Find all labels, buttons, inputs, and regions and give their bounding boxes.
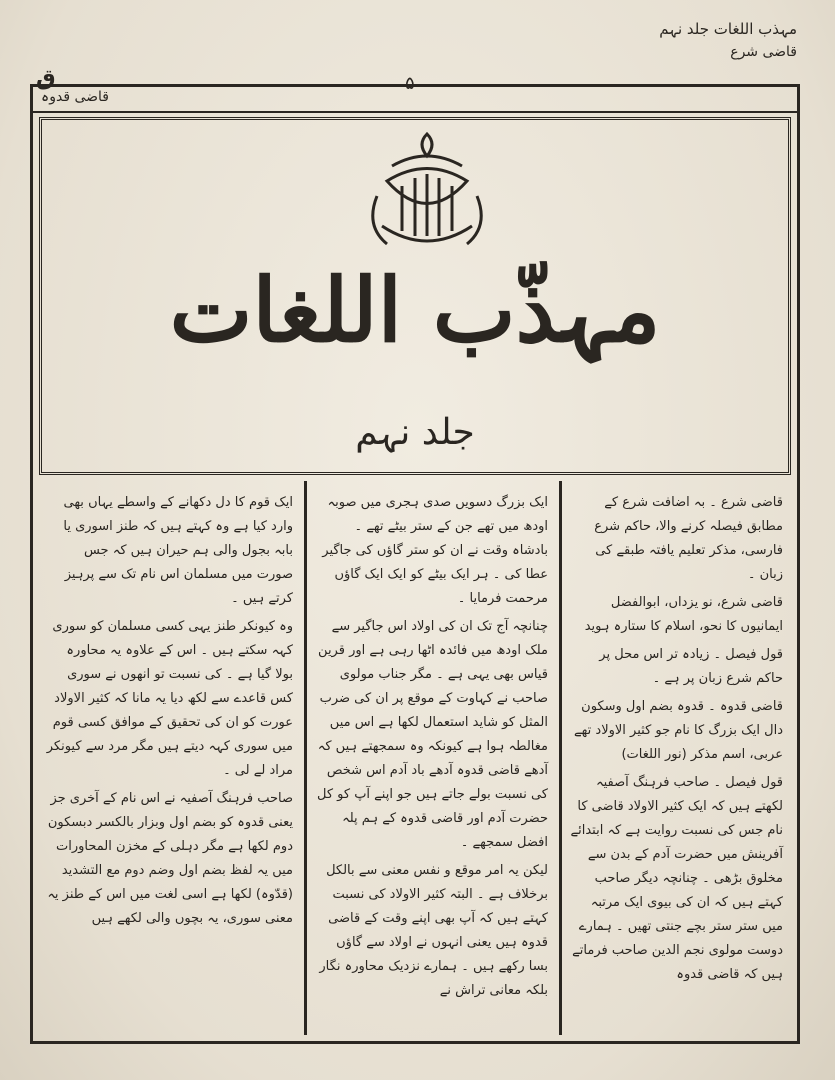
calligraphic-emblem-icon bbox=[347, 126, 507, 256]
header-strip bbox=[33, 73, 797, 113]
page-frame bbox=[30, 73, 800, 1044]
entry-paragraph: وہ کیونکر طنز یہی کسی مسلمان کو سوری کہہ سکتے ہیں ۔ اس کے علاوہ یہ محاورہ بولا گیا ہے ۔ کی نسبت تو انھوں نے سوری کس قاعدے سے لکھ دیا یہ مانا کہ کثیر الاولاد عورت کو ان کی تحقیق کے موافق کسی قوم میں سوری کہہ دیتے ہیں مگر مرد سے کیونکر مراد لے لی ۔ bbox=[46, 619, 293, 778]
entry-paragraph: قاضی قدوہ ۔ قدوہ بضم اول وسکون دال ایک بزرگ کا نام جو کثیر الاولاد تھے عربی، اسم مذکر (نور اللغات) bbox=[574, 699, 783, 762]
running-head: مہذب اللغات جلد نہم bbox=[659, 20, 797, 38]
column-left bbox=[37, 481, 301, 1035]
entry-paragraph: قاضی شرع ۔ بہ اضافت شرع کے مطابق فیصلہ کرنے والا، حاکم شرع فارسی، مذکر تعلیم یافتہ طبقے کی زبان ۔ bbox=[594, 495, 783, 582]
column-right bbox=[559, 481, 791, 1035]
column-middle bbox=[304, 481, 556, 1035]
title-panel bbox=[39, 117, 791, 475]
text-columns bbox=[39, 481, 791, 1035]
folio-letter: ق bbox=[36, 66, 56, 91]
top-mark: ۵ bbox=[405, 73, 415, 94]
entry-paragraph: قول فیصل ۔ زیادہ تر اس محل پر حاکم شرع زبان پر ہے ۔ bbox=[599, 647, 783, 686]
volume-label: جلد نہم bbox=[355, 412, 475, 453]
entry-paragraph: لیکن یہ امر موقع و نفس معنی سے بالکل برخلاف ہے ۔ البتہ کثیر الاولاد کی نسبت کہتے ہیں کہ آپ بھی اپنے وقت کے قاضی قدوہ ہیں یعنی انہوں نے اولاد سے گاؤں بسا رکھے ہیں ۔ ہمارے نزدیک محاورہ نگار بلکہ معانی تراش نے bbox=[319, 863, 548, 998]
page-headword: قاضی قدوہ bbox=[41, 89, 109, 105]
running-head-entry: قاضی شرع bbox=[730, 44, 797, 60]
entry-paragraph: چنانچہ آج تک ان کی اولاد اس جاگیر سے ملک اودھ میں فائدہ اٹھا رہی ہے اور قرین قیاس بھی یہی ہے ۔ مگر جناب مولوی صاحب نے کہاوت کے موقع پر ان کی ضرب المثل کو شاید استعمال لکھا ہے اس میں مغالطہ ہوا ہے کیونکہ وہ سمجھتے ہیں کہ آدھے قاضی قدوہ آدھے باد آدم اس شخص کی نسبت بولے جاتے ہیں جو اپنے آپ کو کل حضرت آدم اور قاضی قدوہ کے ہم پلہ افضل سمجھے ۔ bbox=[316, 619, 548, 850]
entry-paragraph: ایک قوم کا دل دکھانے کے واسطے یہاں بھی وارد کیا ہے وہ کہتے ہیں کہ طنز اسوری یا بابہ بجول والی ہم حیران ہیں کہ جس صورت میں مسلمان اس نام تک سے پرہیز کرتے ہیں ۔ bbox=[63, 495, 293, 606]
book-title: مہذّب اللغات bbox=[169, 258, 661, 362]
entry-paragraph: قول فیصل ۔ صاحب فرہنگ آصفیہ لکھتے ہیں کہ ایک کثیر الاولاد قاضی کا نام جس کی نسبت روایت ہے کہ ابتدائے آفرینش میں حضرت آدم کے بدن سے مخلوق بڑھی ۔ چنانچہ دیگر صاحب کہتے ہیں کہ ان کی بیوی ایک مرتبہ میں ستر ستر بچے جنتی تھیں ۔ ہمارے دوست مولوی نجم الدین صاحب فرماتے ہیں کہ قاضی قدوہ bbox=[570, 775, 783, 982]
entry-paragraph: صاحب فرہنگ آصفیہ نے اس نام کے آخری جز یعنی قدوہ کو بضم اول وبزار بالکسر دبسکون دوم لکھا ہے مگر دہلی کے مخزن المحاورات میں یہ لفظ بضم اول وضم دوم مع التشدید (قدّوہ) لکھا ہے اسی لغت میں اس کے طنز یہ معنی سوری، یہ بچوں والی لکھے ہیں bbox=[47, 791, 293, 926]
entry-paragraph: ایک بزرگ دسویں صدی ہجری میں صوبہ اودھ میں تھے جن کے ستر بیٹے تھے ۔ بادشاہ وقت نے ان کو ستر گاؤں کی جاگیر عطا کی ۔ ہر ایک بیٹے کو ایک ایک گاؤں مرحمت فرمایا ۔ bbox=[322, 495, 548, 606]
entry-paragraph: قاضی شرع، نو یزداں، ابوالفضل ایمانیوں کا نحو، اسلام کا ستارہ ہوید bbox=[584, 595, 783, 634]
